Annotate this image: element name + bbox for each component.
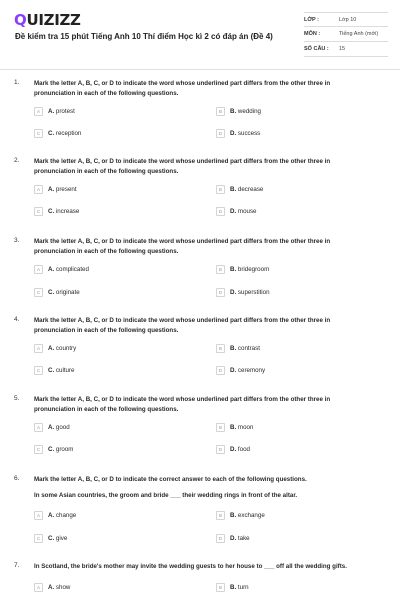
option-checkbox[interactable]: A (34, 265, 43, 274)
answer-option-b[interactable] (216, 264, 269, 275)
option-text: bridegroom (237, 266, 270, 273)
meta-row-class (304, 12, 388, 27)
option-text: contrast (237, 345, 260, 352)
option-letter: B. (230, 584, 237, 591)
option-label (48, 367, 75, 374)
option-label (230, 367, 265, 374)
option-text: culture (55, 367, 75, 374)
option-text: groom (55, 446, 74, 453)
option-letter: C. (48, 289, 55, 296)
answer-option-b[interactable] (216, 510, 265, 521)
brand-logo (14, 11, 81, 29)
meta-value: Lớp 10 (339, 16, 357, 23)
option-checkbox[interactable]: A (34, 511, 43, 520)
option-label (48, 186, 77, 193)
meta-row-subject (304, 27, 388, 42)
option-label (230, 289, 270, 296)
option-checkbox[interactable]: C (34, 129, 43, 138)
question-number: 1. (14, 79, 20, 86)
answer-option-d[interactable] (216, 444, 250, 455)
option-letter: B. (230, 108, 237, 115)
answer-option-b[interactable] (216, 422, 253, 433)
option-text: good (55, 424, 70, 431)
option-letter: C. (48, 367, 55, 374)
option-checkbox[interactable]: D (216, 288, 225, 297)
answer-option-a[interactable] (34, 510, 76, 521)
option-checkbox[interactable]: C (34, 366, 43, 375)
answer-option-a[interactable] (34, 264, 89, 275)
option-letter: C. (48, 130, 55, 137)
option-checkbox[interactable]: A (34, 344, 43, 353)
option-letter: D. (230, 367, 237, 374)
option-text: success (237, 130, 261, 137)
option-checkbox[interactable]: C (34, 207, 43, 216)
answer-option-a[interactable] (34, 106, 75, 117)
option-letter: D. (230, 208, 237, 215)
option-checkbox[interactable]: C (34, 288, 43, 297)
option-checkbox[interactable]: B (216, 423, 225, 432)
option-letter: A. (48, 584, 55, 591)
option-text: turn (237, 584, 249, 591)
answer-option-b[interactable] (216, 343, 260, 354)
option-text: complicated (55, 266, 89, 273)
option-checkbox[interactable]: C (34, 445, 43, 454)
option-text: superstition (237, 289, 270, 296)
option-label (230, 208, 257, 215)
option-letter: B. (230, 424, 237, 431)
option-checkbox[interactable]: B (216, 265, 225, 274)
option-letter: A. (48, 186, 55, 193)
document-header (0, 0, 400, 70)
option-letter: D. (230, 535, 237, 542)
option-text: increase (55, 208, 80, 215)
question-text: Mark the letter A, B, C, or D to indicate the word whose underlined part differs from the other three in pronunciation in each of the following questions. (34, 158, 331, 175)
option-letter: A. (48, 266, 55, 273)
answer-option-a[interactable] (34, 184, 77, 195)
option-label (230, 266, 269, 273)
question-number: 5. (14, 395, 20, 402)
option-text: change (55, 512, 77, 519)
option-checkbox[interactable]: A (34, 185, 43, 194)
question-prompt: In some Asian countries, the groom and bride ___ their wedding rings in front of the altar. (34, 492, 298, 499)
answer-option-d[interactable] (216, 533, 250, 544)
option-letter: A. (48, 108, 55, 115)
option-letter: D. (230, 446, 237, 453)
option-label (230, 535, 250, 542)
option-checkbox[interactable]: C (34, 534, 43, 543)
question-text: Mark the letter A, B, C, or D to indicate the word whose underlined part differs from the other three in pronunciation in each of the following questions. (34, 80, 331, 97)
question-number: 3. (14, 237, 20, 244)
answer-option-d[interactable] (216, 206, 257, 217)
meta-row-count (304, 42, 388, 57)
option-letter: D. (230, 289, 237, 296)
option-checkbox[interactable]: D (216, 129, 225, 138)
option-letter: B. (230, 512, 237, 519)
option-label (48, 345, 76, 352)
question-number: 7. (14, 562, 20, 569)
option-checkbox[interactable]: B (216, 344, 225, 353)
option-text: originate (55, 289, 80, 296)
answer-option-c[interactable] (34, 206, 79, 217)
brand-logo-mark: Q (14, 11, 27, 29)
brand-logo-rest: UIZIZZ (26, 11, 81, 29)
option-checkbox[interactable]: D (216, 445, 225, 454)
answer-option-a[interactable] (34, 343, 76, 354)
option-text: food (237, 446, 250, 453)
option-text: protest (55, 108, 75, 115)
option-label (48, 535, 67, 542)
meta-value: Tiếng Anh (mới) (339, 31, 379, 37)
option-label (48, 108, 75, 115)
option-label (48, 289, 80, 296)
option-checkbox[interactable]: A (34, 107, 43, 116)
answer-option-d[interactable] (216, 365, 265, 376)
answer-option-c[interactable] (34, 365, 75, 376)
option-letter: A. (48, 424, 55, 431)
option-text: country (55, 345, 77, 352)
meta-key: SỐ CÂU : (304, 46, 329, 52)
option-letter: C. (48, 535, 55, 542)
option-text: decrease (237, 186, 264, 193)
option-checkbox[interactable]: B (216, 583, 225, 592)
option-label (230, 424, 253, 431)
option-text: ceremony (237, 367, 266, 374)
option-label (48, 424, 70, 431)
option-text: present (55, 186, 77, 193)
option-text: show (55, 584, 71, 591)
option-letter: C. (48, 446, 55, 453)
option-checkbox[interactable]: D (216, 534, 225, 543)
answer-option-c[interactable] (34, 287, 80, 298)
option-letter: D. (230, 130, 237, 137)
answer-option-d[interactable] (216, 128, 260, 139)
option-label (230, 584, 249, 591)
option-label (48, 208, 79, 215)
meta-key: MÔN : (304, 31, 321, 37)
option-text: give (55, 535, 68, 542)
option-checkbox[interactable]: A (34, 583, 43, 592)
meta-key: LỚP : (304, 16, 319, 23)
option-checkbox[interactable]: B (216, 107, 225, 116)
option-letter: A. (48, 512, 55, 519)
answer-option-b[interactable] (216, 582, 249, 593)
option-text: mouse (237, 208, 257, 215)
option-checkbox[interactable]: D (216, 366, 225, 375)
option-letter: A. (48, 345, 55, 352)
answer-option-b[interactable] (216, 106, 261, 117)
option-letter: C. (48, 208, 55, 215)
question-text: Mark the letter A, B, C, or D to indicate the word whose underlined part differs from the other three in pronunciation in each of the following questions. (34, 317, 331, 334)
document-title: Đề kiểm tra 15 phút Tiếng Anh 10 Thí điểm Học kì 2 có đáp án (Đề 4) (15, 32, 273, 41)
option-label (230, 130, 260, 137)
header-divider (0, 69, 400, 70)
option-label (230, 345, 260, 352)
option-checkbox[interactable]: A (34, 423, 43, 432)
option-text: take (237, 535, 250, 542)
answer-option-c[interactable] (34, 128, 81, 139)
option-label (48, 446, 73, 453)
option-label (230, 108, 261, 115)
meta-value: 15 (339, 46, 346, 52)
option-label (230, 512, 265, 519)
question-text: Mark the letter A, B, C, or D to indicate the correct answer to each of the following questions. (34, 476, 307, 483)
answer-option-a[interactable] (34, 582, 70, 593)
question-text: In Scotland, the bride's mother may invite the wedding guests to her house to ___ off all the wedding gifts. (34, 563, 347, 570)
option-label (230, 186, 263, 193)
option-label (48, 266, 89, 273)
option-letter: B. (230, 345, 237, 352)
option-text: exchange (237, 512, 265, 519)
option-label (230, 446, 250, 453)
option-checkbox[interactable]: D (216, 207, 225, 216)
question-text: Mark the letter A, B, C, or D to indicate the word whose underlined part differs from the other three in pronunciation in each of the following questions. (34, 396, 331, 413)
question-number: 2. (14, 157, 20, 164)
answer-option-a[interactable] (34, 422, 70, 433)
option-checkbox[interactable]: B (216, 511, 225, 520)
option-label (48, 584, 70, 591)
option-text: reception (55, 130, 82, 137)
option-checkbox[interactable]: B (216, 185, 225, 194)
answer-option-b[interactable] (216, 184, 263, 195)
option-label (48, 130, 81, 137)
question-number: 6. (14, 475, 20, 482)
answer-option-c[interactable] (34, 533, 67, 544)
meta-table (304, 12, 388, 57)
question-number: 4. (14, 316, 20, 323)
answer-option-c[interactable] (34, 444, 73, 455)
option-letter: B. (230, 266, 237, 273)
option-letter: B. (230, 186, 237, 193)
answer-option-d[interactable] (216, 287, 270, 298)
question-text: Mark the letter A, B, C, or D to indicate the word whose underlined part differs from the other three in pronunciation in each of the following questions. (34, 238, 331, 255)
option-text: wedding (237, 108, 261, 115)
option-text: moon (237, 424, 254, 431)
option-label (48, 512, 76, 519)
